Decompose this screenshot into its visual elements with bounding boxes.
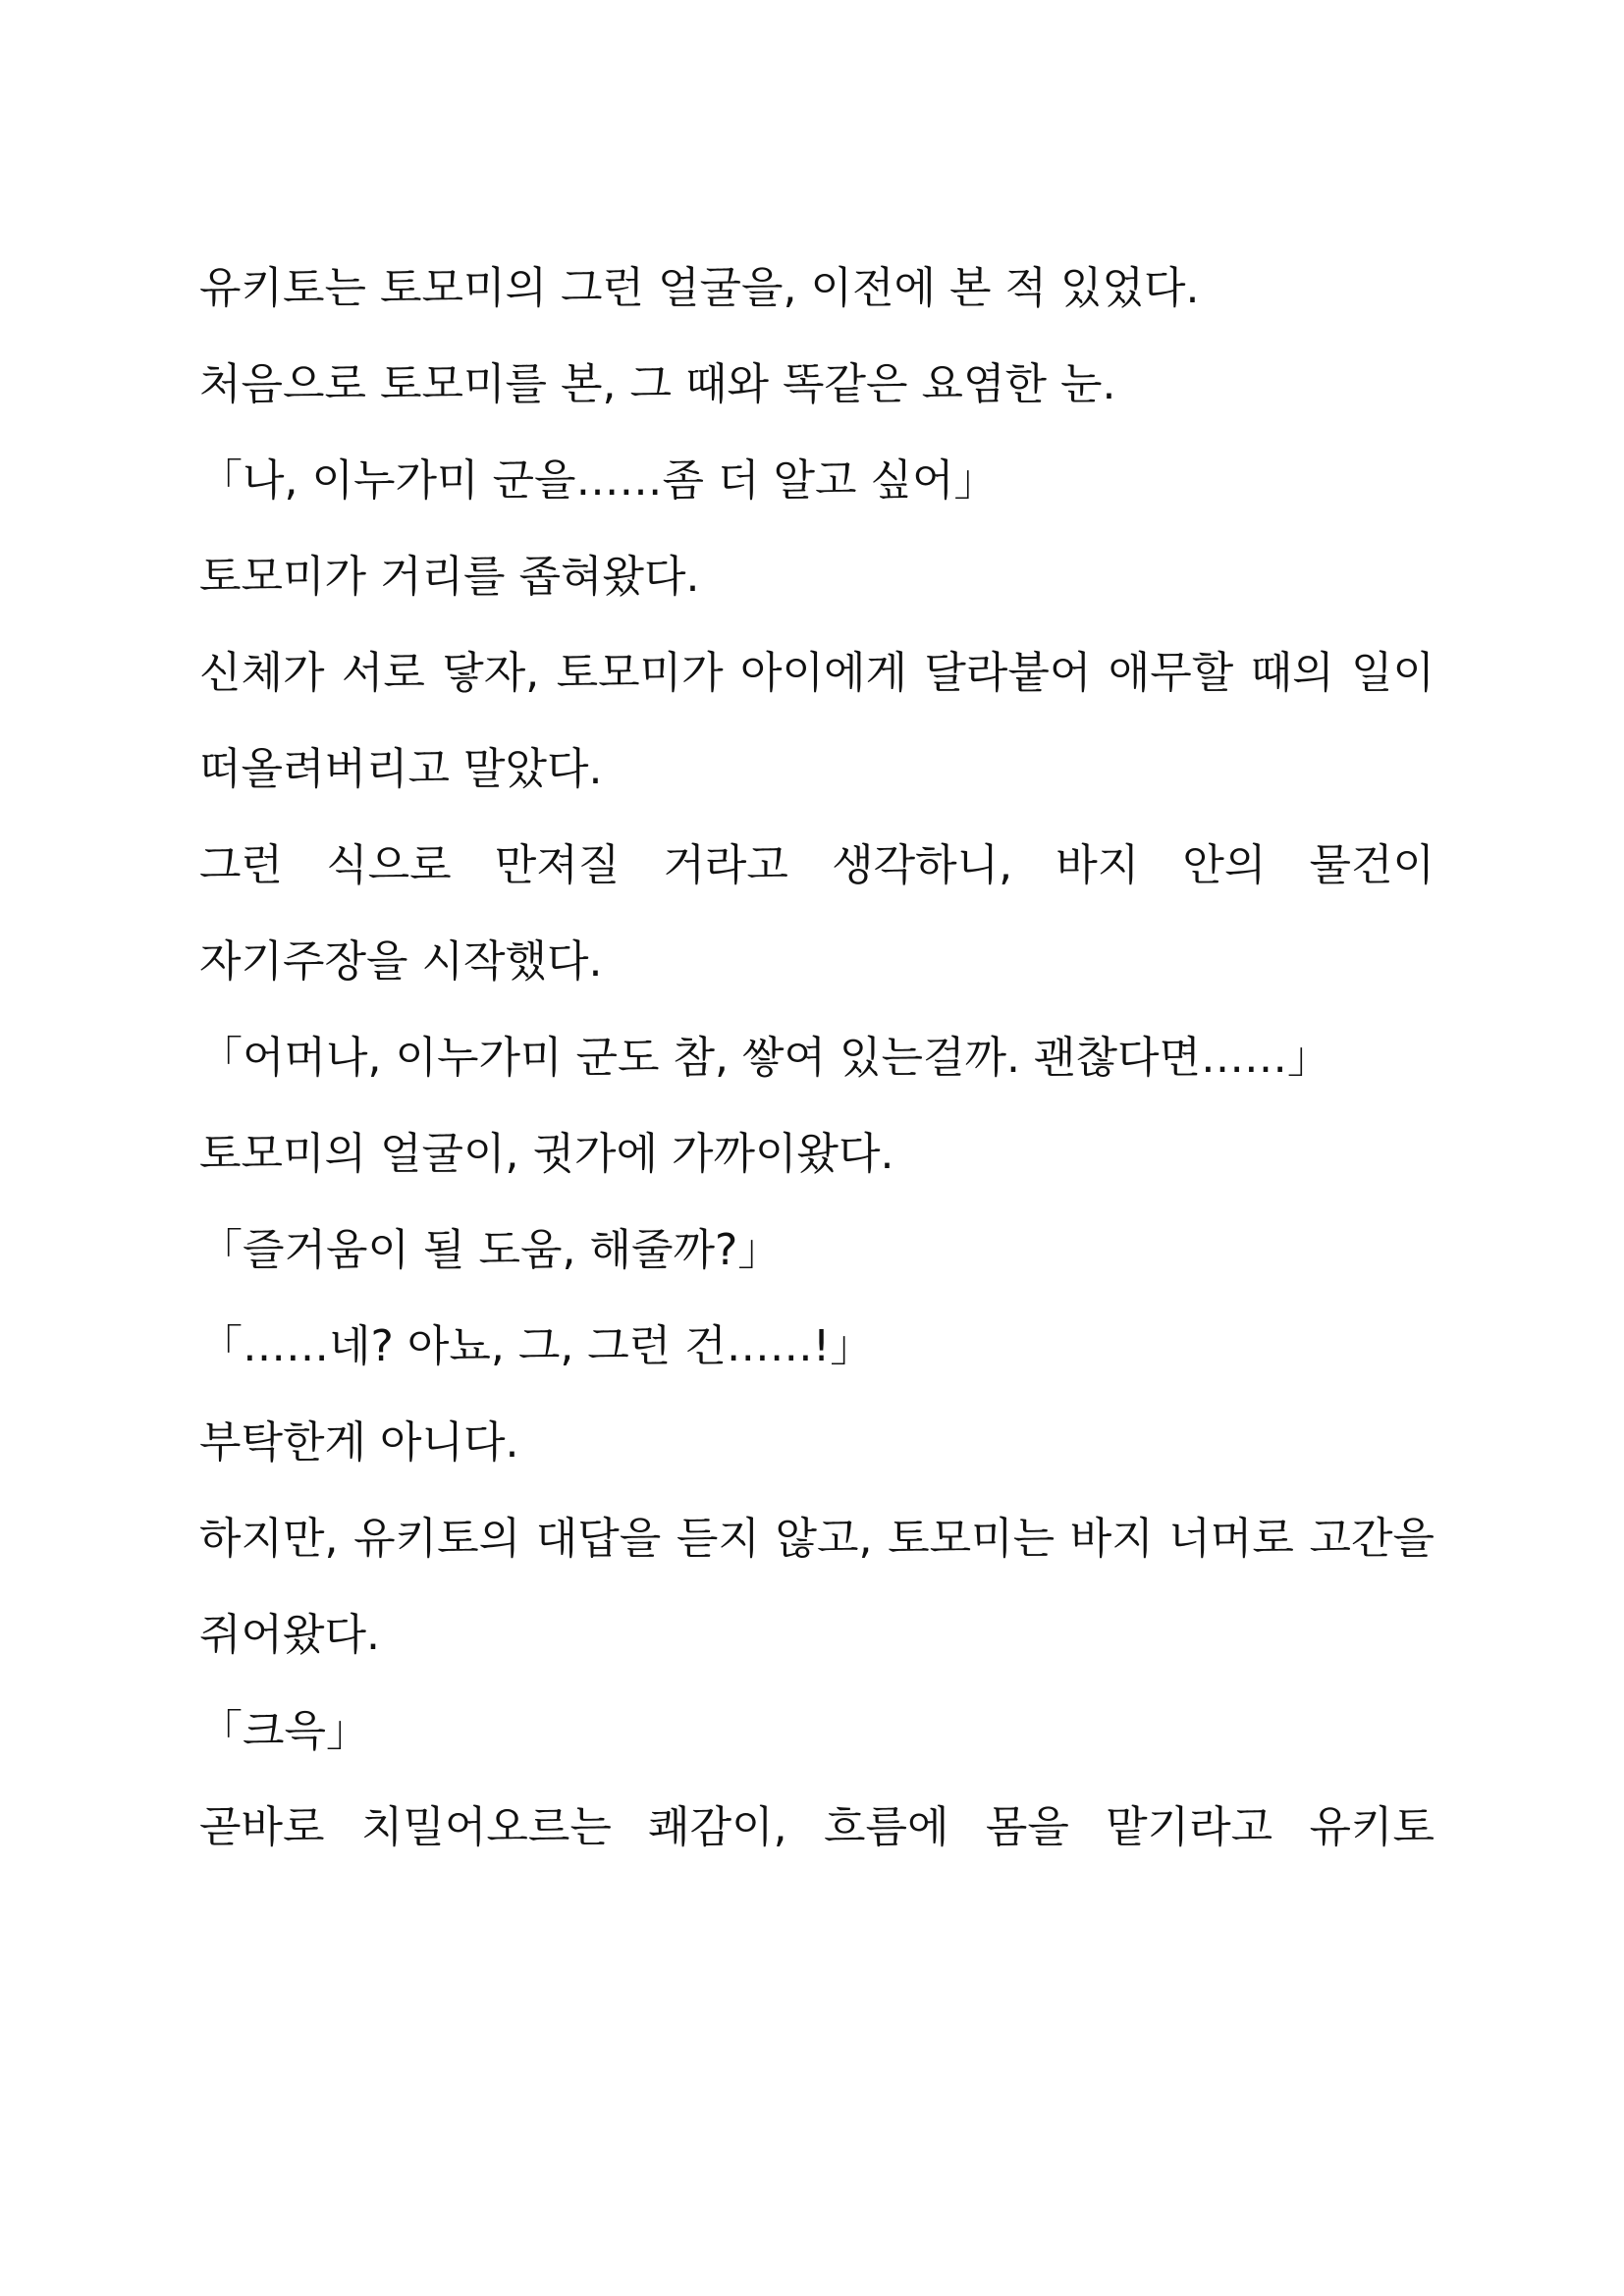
- dialogue-paragraph: 「나, 이누가미 군을……좀 더 알고 싶어」: [199, 455, 998, 506]
- paragraph: 토모미의 얼굴이, 귓가에 가까이왔다.: [199, 1129, 894, 1179]
- paragraph: 그런 식으로 만져질 거라고 생각하니, 바지 안의 물건이 자기주장을 시작했다.: [199, 840, 1435, 987]
- paragraph: 유키토는 토모미의 그런 얼굴을, 이전에 본 적 있었다.: [199, 263, 1200, 313]
- dialogue-paragraph: 「……네? 아뇨, 그, 그런 건……!」: [199, 1321, 874, 1371]
- dialogue-paragraph: 「크윽」: [199, 1706, 370, 1756]
- dialogue-paragraph: 「어머나, 이누가미 군도 참, 쌓여 있는걸까. 괜찮다면……」: [199, 1033, 1330, 1083]
- paragraph: 하지만, 유키토의 대답을 듣지 않고, 토모미는 바지 너머로 고간을 쥐어왔다.: [199, 1514, 1435, 1660]
- paragraph: 신체가 서로 닿자, 토모미가 아이에게 달라붙어 애무할 때의 일이 떠올려버리고 말았다.: [199, 648, 1435, 794]
- paragraph: 곧바로 치밀어오르는 쾌감이, 흐름에 몸을 맡기라고 유키토: [199, 1802, 1435, 1852]
- text-body: [199, 240, 1435, 1876]
- paragraph: 토모미가 거리를 좁혀왔다.: [199, 552, 700, 602]
- dialogue-paragraph: 「즐거움이 될 도움, 해줄까?」: [199, 1225, 782, 1275]
- paragraph: 부탁한게 아니다.: [199, 1417, 519, 1468]
- paragraph: 처음으로 토모미를 본, 그 때와 똑같은 요염한 눈.: [199, 359, 1116, 409]
